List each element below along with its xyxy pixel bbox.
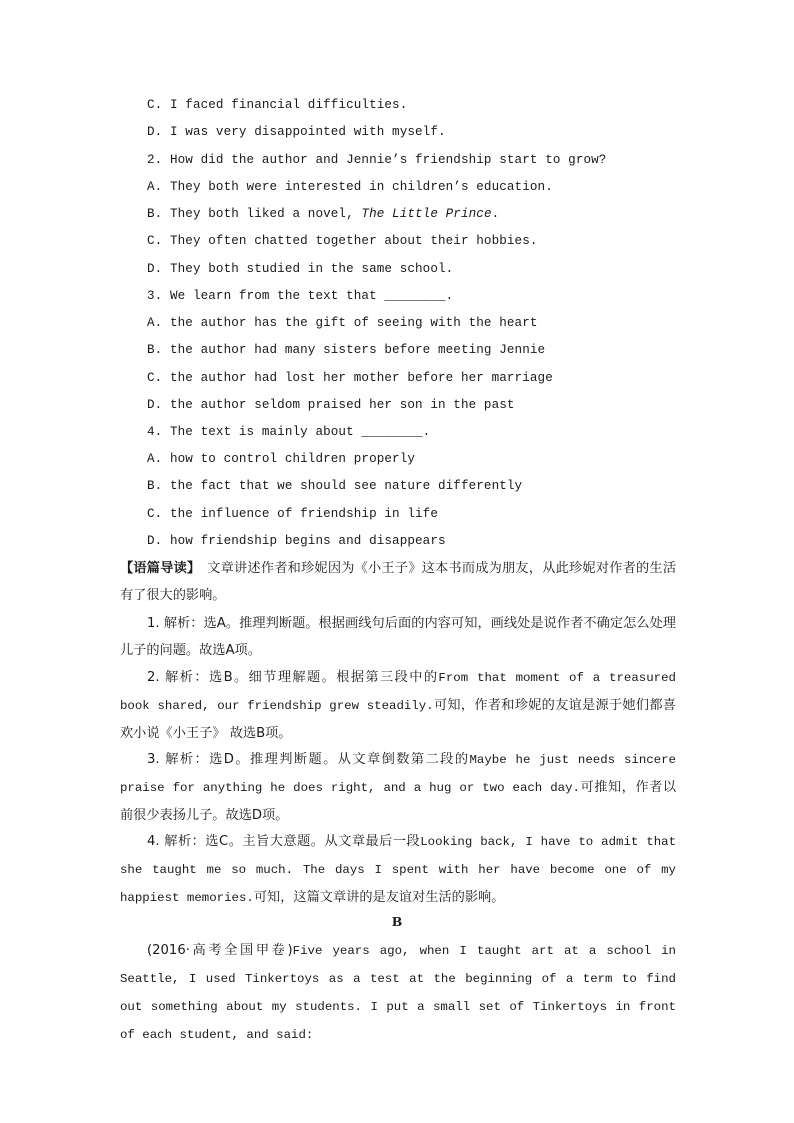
reading-guide-label: 【语篇导读】 — [120, 561, 194, 576]
explanation-1: 1. 解析：选A。推理判断题。根据画线句后面的内容可知，画线处是说作者不确定怎么处理儿子的问题。故选A项。 — [120, 616, 676, 658]
q2-option-a: A. They both were interested in children’s education. — [147, 180, 553, 194]
explanation-4 — [120, 828, 676, 912]
section-b-heading: B — [391, 914, 403, 929]
explanation-4-quote: Looking back, I have to admit that she taught me so much. The days I spent with her have become one of my happiest memories. — [120, 835, 677, 905]
q2-option-c: C. They often chatted together about their hobbies. — [147, 234, 538, 248]
explanation-2 — [120, 664, 676, 747]
q2-option-b-text: B. They both liked a novel, — [147, 207, 362, 221]
q3-option-b: B. the author had many sisters before meeting Jennie — [147, 343, 546, 357]
q4-option-c: C. the influence of friendship in life — [147, 507, 438, 521]
q2-stem: 2. How did the author and Jennie’s friendship start to grow? — [147, 153, 607, 167]
explanation-3-conclusion: 可推知，作者以前很少表扬儿子。故选D项。 — [120, 780, 677, 823]
explanation-3-intro: 3. 解析：选D。推理判断题。从文章倒数第二段的 — [147, 752, 470, 767]
q3-option-a: A. the author has the gift of seeing with the heart — [147, 316, 538, 330]
explanation-2-conclusion: 可知，作者和珍妮的友谊是源于她们都喜欢小说《小王子》 故选B项。 — [120, 698, 676, 741]
explanation-4-intro: 4. 解析：选C。主旨大意题。从文章最后一段 — [147, 834, 421, 849]
reading-guide — [120, 555, 676, 609]
explanation-4-conclusion: 可知，这篇文章讲的是友谊对生活的影响。 — [253, 890, 505, 905]
passage-b-source: (2016·高考全国甲卷) — [147, 943, 293, 958]
explanation-2-quote: From that moment of a treasured book shared, our friendship grew steadily. — [120, 671, 676, 713]
q4-option-d: D. how friendship begins and disappears — [147, 534, 446, 548]
q2-option-b — [147, 206, 499, 222]
q2-option-b-period: . — [491, 207, 500, 221]
book-title: The Little Prince — [361, 207, 492, 221]
passage-b-text: Five years ago, when I taught art at a school in Seattle, I used Tinkertoys as a test at the beginning of a term to find out something about my students. I put a small set of Tinkertoys in front of each student, and said: — [120, 944, 676, 1042]
reading-guide-text: 文章讲述作者和珍妮因为《小王子》这本书而成为朋友，从此珍妮对作者的生活有了很大的影响。 — [120, 561, 677, 603]
q3-option-d: D. the author seldom praised her son in the past — [147, 398, 515, 412]
q4-stem: 4. The text is mainly about ________. — [147, 425, 431, 439]
q4-option-b: B. the fact that we should see nature differently — [147, 479, 523, 493]
q3-stem: 3. We learn from the text that ________. — [147, 289, 454, 303]
q1-option-c: C. I faced financial difficulties. — [147, 98, 408, 112]
explanation-3 — [120, 746, 676, 829]
explanation-3-quote: Maybe he just needs sincere praise for anything he does right, and a hug or two each day. — [120, 753, 676, 795]
q4-option-a: A. how to control children properly — [147, 452, 416, 466]
q2-option-d: D. They both studied in the same school. — [147, 262, 454, 276]
explanation-2-intro: 2. 解析：选B。细节理解题。根据第三段中的 — [147, 670, 439, 685]
q3-option-c: C. the author had lost her mother before her marriage — [147, 371, 553, 385]
q1-option-d: D. I was very disappointed with myself. — [147, 125, 446, 139]
passage-b — [120, 937, 676, 1049]
